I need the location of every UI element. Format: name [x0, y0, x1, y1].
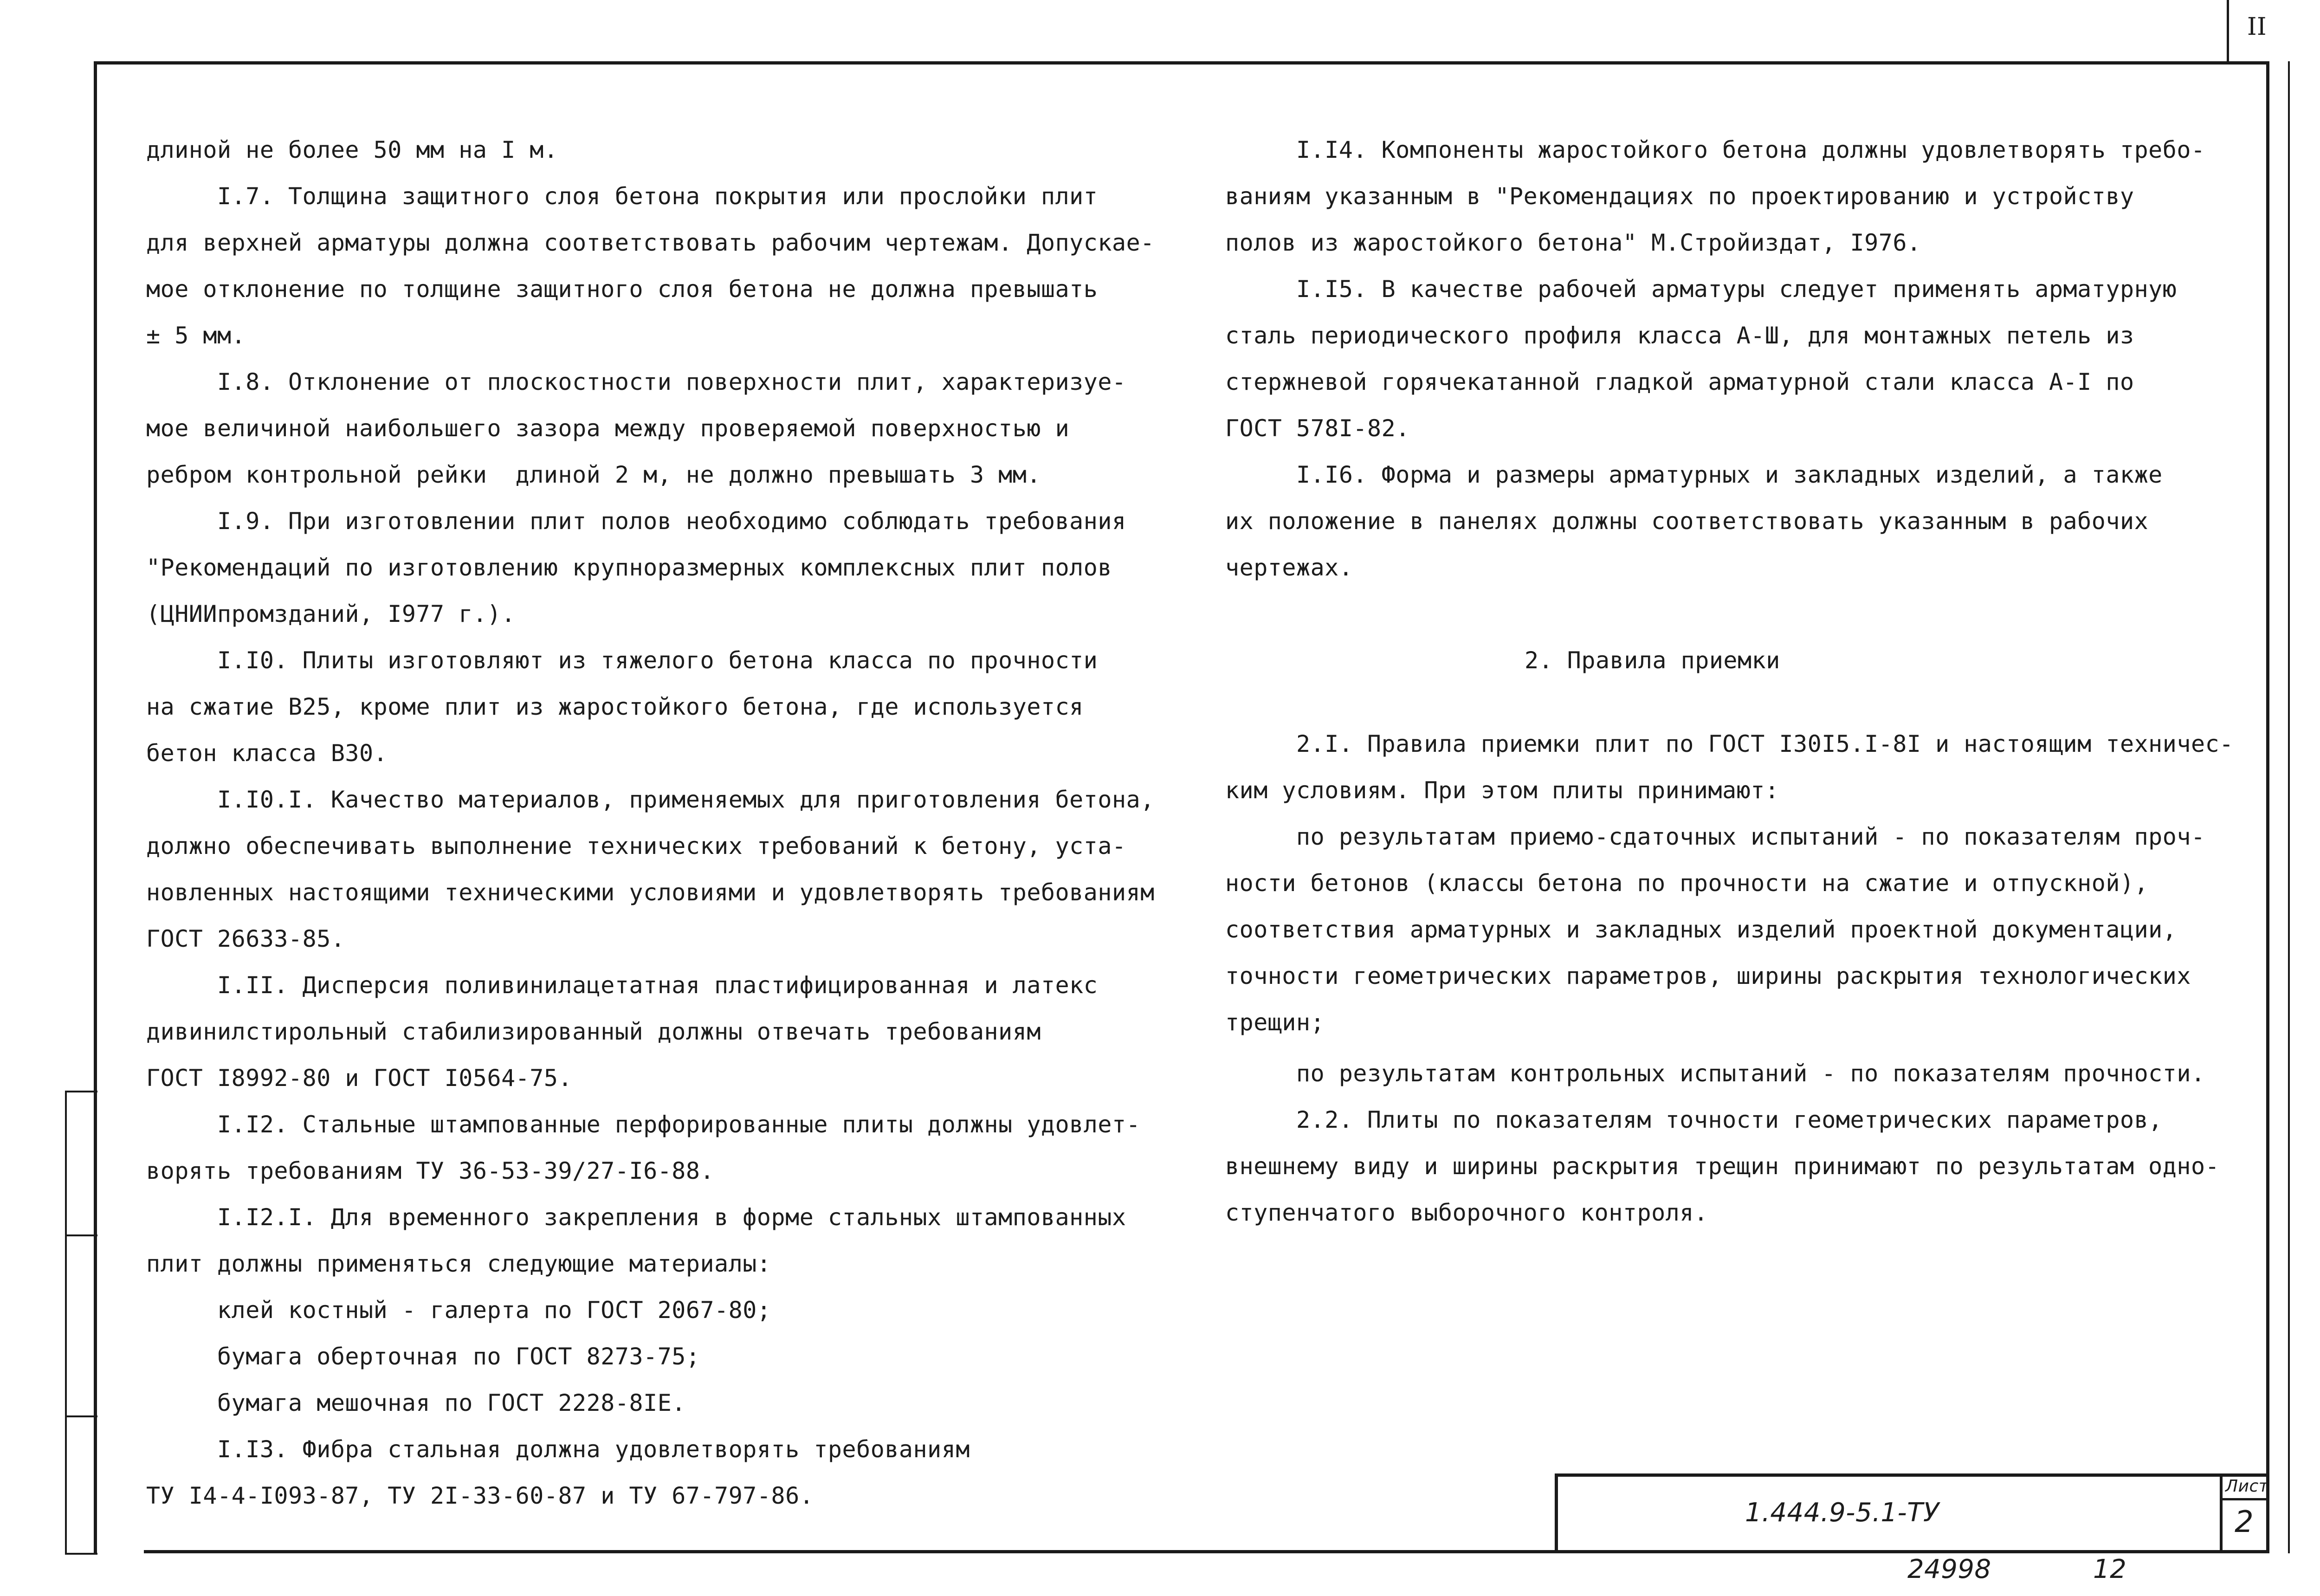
section-line: ступенчатого выборочного контроля. [1225, 1199, 1708, 1226]
left-line: длиной не более 50 мм на I м. [146, 136, 558, 163]
right-line: I.I4. Компоненты жаростойкого бетона должны удовлетворять требо- [1225, 136, 2205, 163]
inventory-number: 24998 [1907, 1554, 1991, 1584]
title-block-sheet-separator [2220, 1498, 2268, 1500]
left-line: дивинилстирольный стабилизированный должны отвечать требованиям [146, 1018, 1041, 1045]
margin-mark-4 [65, 1553, 97, 1555]
left-line: клей костный - галерта по ГОСТ 2067-80; [146, 1297, 771, 1324]
document-code: 1.444.9-5.1-ТУ [1745, 1498, 1939, 1528]
right-line: I.I6. Форма и размеры арматурных и закладных изделий, а также [1225, 461, 2163, 488]
title-block-left [1555, 1473, 1558, 1552]
section-line: трещин; [1225, 1009, 1325, 1036]
left-line: ребром контрольной рейки длиной 2 м, не должно превышать 3 мм. [146, 461, 1041, 488]
left-line: I.I2.I. Для временного закрепления в форме стальных штампованных [146, 1204, 1126, 1231]
left-line: должно обеспечивать выполнение технических требований к бетону, уста- [146, 833, 1126, 859]
left-line: I.I3. Фибра стальная должна удовлетворять требованиям [146, 1436, 970, 1463]
left-line: бетон класса В30. [146, 740, 388, 767]
right-line: ГОСТ 578I-82. [1225, 415, 1410, 442]
left-line: I.9. При изготовлении плит полов необходимо соблюдать требования [146, 508, 1126, 535]
left-line: бумага мешочная по ГОСТ 2228-8IЕ. [146, 1389, 686, 1416]
section-line: точности геометрических параметров, ширины раскрытия технологических [1225, 963, 2191, 989]
page-number-box-left [2227, 0, 2229, 61]
left-line: ТУ I4-4-I093-87, ТУ 2I-33-60-87 и ТУ 67-797-86. [146, 1482, 814, 1509]
right-line: их положение в панелях должны соответствовать указанным в рабочих [1225, 508, 2149, 535]
frame-right-border [2266, 61, 2269, 1553]
right-line: ваниям указанным в "Рекомендациях по проектированию и устройству [1225, 183, 2134, 210]
left-line: (ЦНИИпромзданий, I977 г.). [146, 601, 516, 627]
left-line: ± 5 мм. [146, 322, 246, 349]
section-line: ким условиям. При этом плиты принимают: [1225, 777, 1779, 804]
left-line: для верхней арматуры должна соответствовать рабочим чертежам. Допускае- [146, 229, 1155, 256]
section-line: 2.2. Плиты по показателям точности геометрических параметров, [1225, 1106, 2163, 1133]
section-line: 2.I. Правила приемки плит по ГОСТ I30I5.I-8I и настоящим техничес- [1225, 730, 2234, 757]
section-line: по результатам приемо-сдаточных испытаний - по показателям проч- [1225, 823, 2205, 850]
left-line: I.I0.I. Качество материалов, применяемых для приготовления бетона, [146, 786, 1155, 813]
margin-mark-1 [65, 1091, 97, 1092]
left-line: I.7. Толщина защитного слоя бетона покрытия или прослойки плит [146, 183, 1098, 210]
left-line: I.8. Отклонение от плоскостности поверхности плит, характеризуе- [146, 368, 1126, 395]
page-number: II [2247, 13, 2267, 41]
sheet-label: Лист [2225, 1477, 2269, 1496]
right-line: чертежах. [1225, 554, 1353, 581]
left-line: мое величиной наибольшего зазора между проверяемой поверхностью и [146, 415, 1070, 442]
section-line: по результатам контрольных испытаний - по показателям прочности. [1225, 1060, 2205, 1087]
frame-left-border [94, 61, 97, 1553]
section-line: внешнему виду и ширины раскрытия трещин принимают по результатам одно- [1225, 1153, 2220, 1180]
title-block-sheet-divider [2220, 1473, 2223, 1552]
left-line: I.I2. Стальные штампованные перфорированные плиты должны удовлет- [146, 1111, 1141, 1138]
left-line: плит должны применяться следующие материалы: [146, 1250, 771, 1277]
left-line: "Рекомендаций по изготовлению крупноразмерных комплексных плит полов [146, 554, 1112, 581]
left-line: ГОСТ 26633-85. [146, 925, 345, 952]
left-line: I.I0. Плиты изготовляют из тяжелого бетона класса по прочности [146, 647, 1098, 674]
sheet-number: 2 [2235, 1505, 2254, 1539]
section-title: 2. Правила приемки [1525, 647, 1780, 674]
right-line: сталь периодического профиля класса А-Ш, для монтажных петель из [1225, 322, 2134, 349]
format-number: 12 [2093, 1554, 2127, 1584]
margin-vertical-mark [65, 1091, 67, 1555]
margin-mark-3 [65, 1415, 97, 1417]
left-line: мое отклонение по толщине защитного слоя бетона не должна превышать [146, 276, 1098, 303]
title-block-top [1556, 1473, 2268, 1477]
section-line: соответствия арматурных и закладных изделий проектной документации, [1225, 916, 2177, 943]
frame-bottom-border [144, 1550, 2269, 1553]
right-line: стержневой горячекатанной гладкой арматурной стали класса А-I по [1225, 368, 2134, 395]
left-line: на сжатие В25, кроме плит из жаростойкого бетона, где используется [146, 693, 1084, 720]
frame-top-border [95, 61, 2269, 65]
right-line: I.I5. В качестве рабочей арматуры следует применять арматурную [1225, 276, 2177, 303]
section-line: ности бетонов (классы бетона по прочности на сжатие и отпускной), [1225, 870, 2149, 897]
margin-mark-2 [65, 1234, 97, 1236]
left-line: ворять требованиям ТУ 36-53-39/27-I6-88. [146, 1157, 715, 1184]
frame-outer-right-line [2288, 61, 2290, 1553]
right-line: полов из жаростойкого бетона" М.Стройиздат, I976. [1225, 229, 1921, 256]
left-line: ГОСТ I8992-80 и ГОСТ I0564-75. [146, 1065, 573, 1092]
left-line: новленных настоящими техническими условиями и удовлетворять требованиям [146, 879, 1155, 906]
left-line: I.II. Дисперсия поливинилацетатная пластифицированная и латекс [146, 972, 1098, 999]
left-line: бумага оберточная по ГОСТ 8273-75; [146, 1343, 700, 1370]
